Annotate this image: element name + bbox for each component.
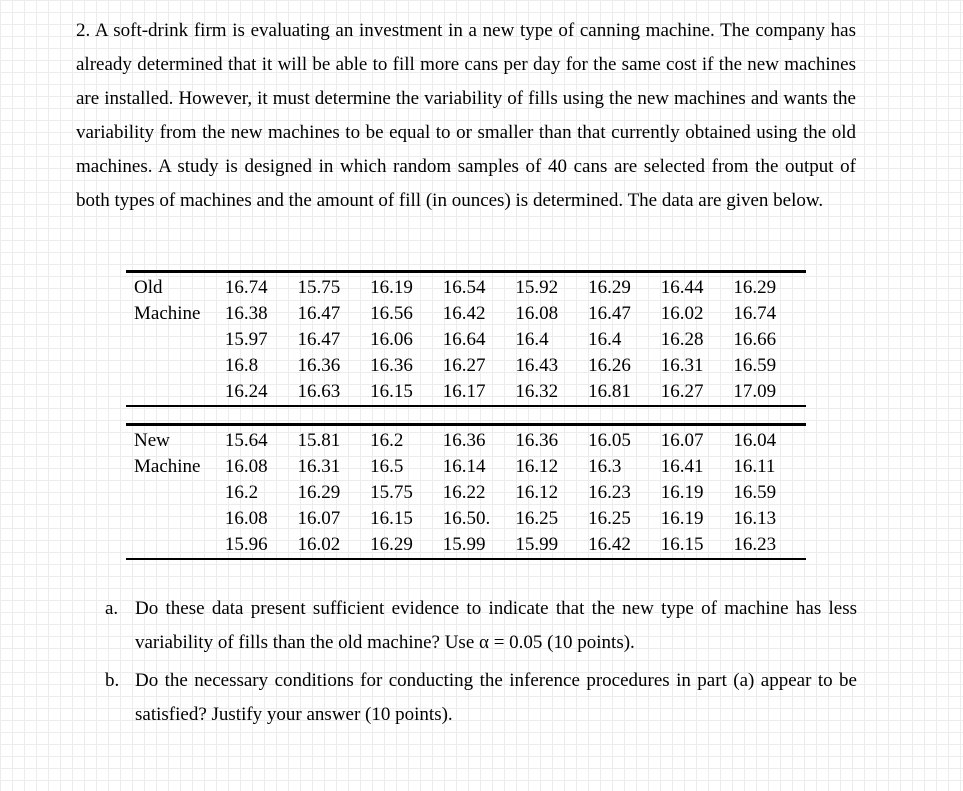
data-cell: 16.27 (660, 381, 704, 402)
data-cell: 16.19 (660, 482, 704, 503)
row-label: Machine (134, 456, 201, 477)
data-cell: 16.29 (733, 277, 777, 298)
row-label-empty (126, 506, 225, 532)
data-cell: 16.36 (297, 355, 341, 376)
table-row (126, 506, 806, 532)
data-cell: 16.14 (442, 456, 486, 477)
data-cell: 16.32 (515, 381, 559, 402)
data-cell: 16.26 (588, 355, 631, 376)
data-cell: 16.2 (224, 482, 259, 503)
data-cell: 16.07 (660, 430, 704, 451)
table-row (126, 301, 806, 327)
data-cell: 16.05 (588, 430, 631, 451)
table-row (126, 353, 806, 379)
data-cell: 16.31 (297, 456, 341, 477)
row-label-empty (126, 379, 225, 406)
data-cell: 16.64 (442, 329, 486, 350)
data-cell: 15.81 (297, 430, 341, 451)
row-label: Machine (134, 303, 201, 324)
question-text: Do the necessary conditions for conducting the inference procedures in part (a) appear to be satisfied? Justify your answer (10 points). (135, 670, 857, 725)
data-cell: 16.74 (224, 277, 268, 298)
data-cell: 16.42 (442, 303, 486, 324)
data-cell: 16.08 (224, 508, 268, 529)
data-cell: 15.64 (224, 430, 268, 451)
data-cell: 16.25 (588, 508, 631, 529)
question-b (105, 664, 857, 732)
data-cell: 15.92 (515, 277, 559, 298)
data-cell: 16.4 (515, 329, 549, 350)
data-cell: 16.23 (588, 482, 631, 503)
data-cell: 15.96 (224, 534, 268, 555)
data-cell: 16.29 (370, 534, 413, 555)
data-cell: 16.74 (733, 303, 777, 324)
row-label-empty (126, 353, 225, 379)
data-cell: 16.23 (733, 534, 777, 555)
data-cell: 16.81 (588, 381, 631, 402)
data-cell: 16.02 (660, 303, 704, 324)
data-cell: 16.02 (297, 534, 341, 555)
question-list (105, 592, 857, 736)
data-cell: 16.28 (660, 329, 704, 350)
data-cell: 15.97 (224, 329, 268, 350)
data-cell: 15.99 (515, 534, 559, 555)
question-text: Do these data present sufficient evidence to indicate that the new type of machine has less variability of fills than the old machine? Use α = 0.05 (10 points). (135, 598, 857, 653)
data-cell: 16.42 (588, 534, 631, 555)
data-cell: 16.3 (588, 456, 622, 477)
data-cell: 16.36 (442, 430, 486, 451)
data-cell: 16.15 (370, 508, 413, 529)
data-cell: 16.4 (588, 329, 622, 350)
data-cell: 16.36 (370, 355, 413, 376)
data-cell: 16.44 (660, 277, 704, 298)
data-cell: 16.54 (442, 277, 486, 298)
table-row (126, 379, 806, 406)
data-cell: 16.13 (733, 508, 777, 529)
data-cell: 16.25 (515, 508, 559, 529)
data-cell: 16.15 (370, 381, 413, 402)
data-cell: 16.27 (442, 355, 486, 376)
data-cell: 16.08 (224, 456, 268, 477)
data-cell: 16.15 (660, 534, 704, 555)
data-cell: 16.24 (224, 381, 268, 402)
row-label-empty (126, 532, 225, 559)
data-cell: 16.31 (660, 355, 704, 376)
data-cell: 17.09 (733, 381, 777, 402)
data-cell: 16.19 (660, 508, 704, 529)
data-cell: 16.19 (370, 277, 413, 298)
data-cell: 16.22 (442, 482, 486, 503)
data-cell: 16.47 (588, 303, 631, 324)
question-a (105, 592, 857, 660)
data-cell: 15.75 (297, 277, 341, 298)
data-cell: 16.36 (515, 430, 559, 451)
data-cell: 16.47 (297, 303, 341, 324)
row-label: New (134, 430, 170, 451)
data-cell: 16.12 (515, 482, 559, 503)
data-cell: 16.50. (442, 508, 491, 529)
table-row (126, 480, 806, 506)
data-cell: 16.2 (370, 430, 404, 451)
data-cell: 16.04 (733, 430, 777, 451)
data-cell: 16.17 (442, 381, 486, 402)
data-cell: 16.56 (370, 303, 413, 324)
table-row (126, 425, 806, 455)
table-row (126, 327, 806, 353)
data-cell: 16.08 (515, 303, 559, 324)
data-cell: 16.66 (733, 329, 777, 350)
data-cell: 16.07 (297, 508, 341, 529)
data-cell: 16.47 (297, 329, 341, 350)
data-cell: 16.43 (515, 355, 559, 376)
data-cell: 16.29 (588, 277, 631, 298)
row-label: Old (134, 277, 163, 298)
data-cell: 16.41 (660, 456, 704, 477)
data-cell: 16.59 (733, 355, 777, 376)
problem-statement: 2. A soft-drink firm is evaluating an investment in a new type of canning machine. The company has already determined that it will be able to fill more cans per day for the same cost if the new machines are installed. However, it must determine the variability of fills using the new machines and wants the variability from the new machines to be equal to or smaller than that currently obtained using the old machines. A study is designed in which random samples of 40 cans are selected from the output of both types of machines and the amount of fill (in ounces) is determined. The data are given below. (76, 20, 856, 211)
old-machine-table (126, 270, 806, 407)
data-cell: 16.11 (733, 456, 776, 477)
new-machine-table (126, 423, 806, 560)
row-label-empty (126, 327, 225, 353)
data-cell: 16.8 (224, 355, 259, 376)
data-cell: 15.75 (370, 482, 413, 503)
question-letter: a. (105, 598, 119, 619)
row-label-empty (126, 480, 225, 506)
table-row (126, 454, 806, 480)
table-row (126, 272, 806, 302)
data-cell: 16.06 (370, 329, 413, 350)
data-cell: 16.5 (370, 456, 404, 477)
data-cell: 16.29 (297, 482, 341, 503)
data-cell: 16.12 (515, 456, 559, 477)
data-cell: 16.63 (297, 381, 341, 402)
table-row (126, 532, 806, 559)
data-cell: 16.59 (733, 482, 777, 503)
data-cell: 15.99 (442, 534, 486, 555)
question-letter: b. (105, 670, 120, 691)
data-cell: 16.38 (224, 303, 268, 324)
